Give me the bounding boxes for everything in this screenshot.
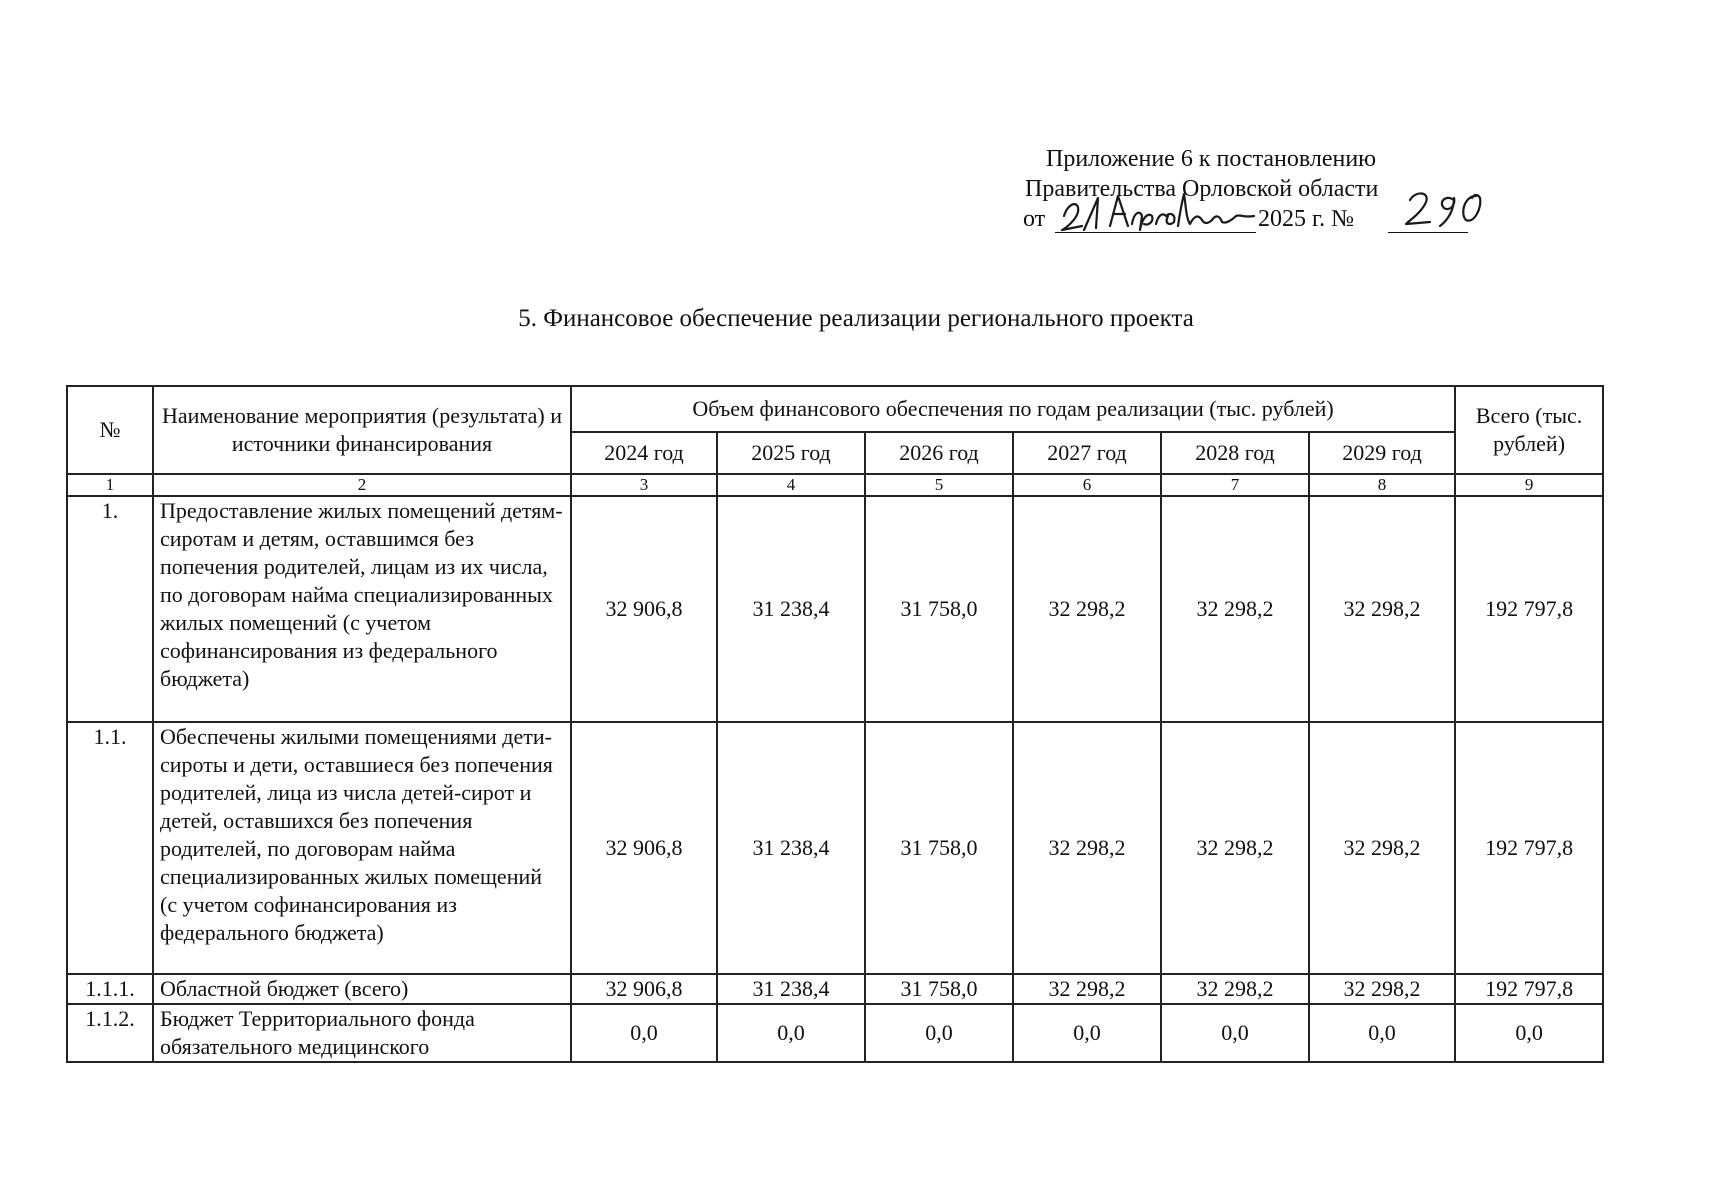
row-value: 0,0: [717, 1004, 865, 1062]
handwritten-date: [1058, 186, 1258, 232]
appendix-date-line: [1010, 204, 1490, 238]
row-value: 32 906,8: [571, 496, 717, 722]
table-row: [67, 496, 1603, 722]
header-volume: Объем финансового обеспечения по годам реализации (тыс. рублей): [571, 386, 1455, 432]
header-year: 2025 год: [717, 432, 865, 474]
column-number-row: [67, 474, 1603, 496]
header-year: 2026 год: [865, 432, 1013, 474]
row-value: 32 298,2: [1309, 722, 1455, 974]
row-total: 192 797,8: [1455, 974, 1603, 1004]
handwritten-number: [1402, 188, 1492, 230]
row-value: 32 906,8: [571, 974, 717, 1004]
row-value: 31 758,0: [865, 496, 1013, 722]
row-value: 31 758,0: [865, 974, 1013, 1004]
table-row: [67, 974, 1603, 1004]
header-year: 2029 год: [1309, 432, 1455, 474]
header-year: 2028 год: [1161, 432, 1309, 474]
row-value: 32 298,2: [1013, 722, 1161, 974]
financing-table: [66, 385, 1604, 1063]
row-value: 32 906,8: [571, 722, 717, 974]
row-value: 31 238,4: [717, 496, 865, 722]
appendix-block: [1010, 144, 1490, 238]
section-title: 5. Финансовое обеспечение реализации регионального проекта: [518, 305, 1194, 332]
from-label: от: [1023, 206, 1046, 232]
row-value: 32 298,2: [1309, 974, 1455, 1004]
row-value: 32 298,2: [1013, 974, 1161, 1004]
row-name: Предоставление жилых помещений детям-сиротам и детям, оставшимся без попечения родителей, лицам из их числа, по договорам найма специализированных жилых помещений (с учетом софинансирования из федерального бюджета): [153, 496, 571, 722]
row-number: 1.1.1.: [67, 974, 153, 1004]
column-number: 6: [1013, 474, 1161, 496]
header-year: 2024 год: [571, 432, 717, 474]
row-name: Областной бюджет (всего): [153, 974, 571, 1004]
row-number: 1.1.: [67, 722, 153, 974]
column-number: 7: [1161, 474, 1309, 496]
header-total: Всего (тыс. рублей): [1455, 386, 1603, 474]
row-total: 192 797,8: [1455, 496, 1603, 722]
appendix-authority: Правительства Орловской области: [1025, 176, 1379, 202]
row-value: 0,0: [571, 1004, 717, 1062]
column-number: 9: [1455, 474, 1603, 496]
row-value: 32 298,2: [1309, 496, 1455, 722]
column-number: 2: [153, 474, 571, 496]
row-value: 0,0: [1309, 1004, 1455, 1062]
date-underline: [1055, 232, 1256, 233]
row-number: 1.: [67, 496, 153, 722]
table-row: [67, 1004, 1603, 1062]
row-value: 0,0: [1161, 1004, 1309, 1062]
header-name: Наименование мероприятия (результата) и источники финансирования: [153, 386, 571, 474]
row-value: 32 298,2: [1161, 974, 1309, 1004]
number-underline: [1388, 232, 1468, 233]
appendix-title: Приложение 6 к постановлению: [1046, 146, 1377, 172]
row-value: 0,0: [1013, 1004, 1161, 1062]
header-year: 2027 год: [1013, 432, 1161, 474]
row-value: 31 238,4: [717, 974, 865, 1004]
header-number: №: [67, 386, 153, 474]
column-number: 5: [865, 474, 1013, 496]
column-number: 4: [717, 474, 865, 496]
row-name: Обеспечены жилыми помещениями дети-сироты и дети, оставшиеся без попечения родителей, лица из числа детей-сирот и детей, оставшихся без попечения родителей, по договорам найма специализированных жилых помещений (с учетом софинансирования из федерального бюджета): [153, 722, 571, 974]
row-total: 192 797,8: [1455, 722, 1603, 974]
row-value: 32 298,2: [1013, 496, 1161, 722]
row-value: 31 238,4: [717, 722, 865, 974]
row-value: 31 758,0: [865, 722, 1013, 974]
column-number: 1: [67, 474, 153, 496]
row-value: 32 298,2: [1161, 722, 1309, 974]
row-number: 1.1.2.: [67, 1004, 153, 1062]
table-row: [67, 722, 1603, 974]
column-number: 8: [1309, 474, 1455, 496]
row-value: 32 298,2: [1161, 496, 1309, 722]
row-total: 0,0: [1455, 1004, 1603, 1062]
row-value: 0,0: [865, 1004, 1013, 1062]
year-number-label: 2025 г. №: [1258, 206, 1355, 232]
row-name: Бюджет Территориального фонда обязательного медицинского: [153, 1004, 571, 1062]
column-number: 3: [571, 474, 717, 496]
